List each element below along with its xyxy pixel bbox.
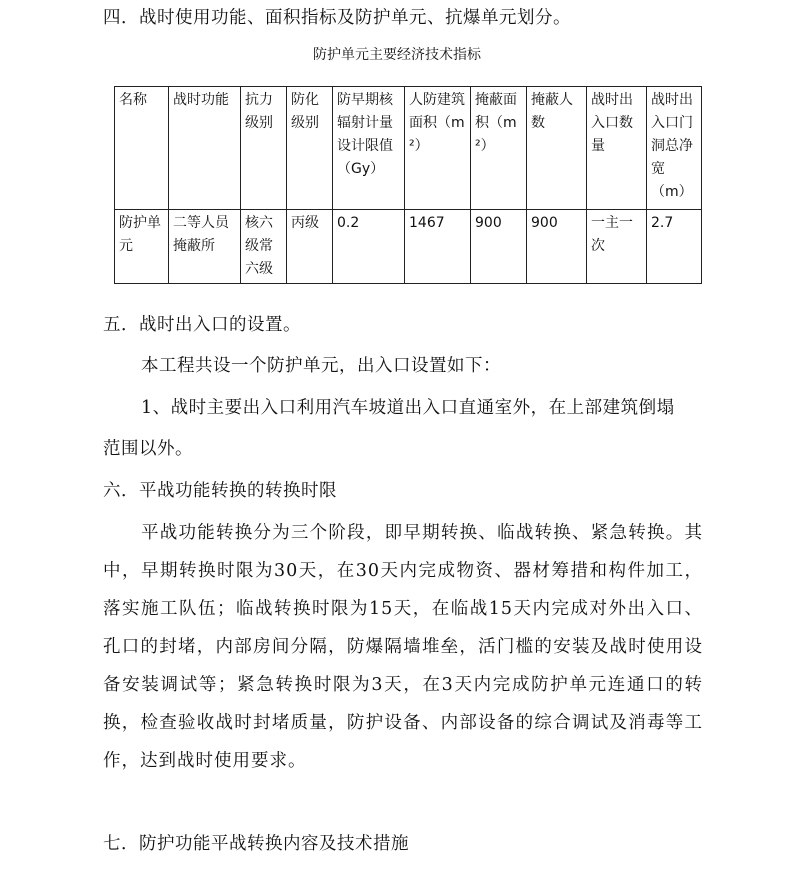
table-header-row [115,87,702,210]
table-cell: 核六级常六级 [241,210,287,284]
table-cell: 1467 [405,210,471,284]
table-header-cell: 防早期核辐射计量设计限值（Gy） [333,87,405,210]
table-row [115,210,702,284]
table-header-cell: 战时出入口数量 [587,87,647,210]
table-cell: 一主一次 [587,210,647,284]
table-cell: 丙级 [287,210,333,284]
table-cell: 900 [471,210,527,284]
section-7-heading: 七．防护功能平战转换内容及技术措施 [103,834,409,854]
table-header-cell: 人防建筑面积（m²） [405,87,471,210]
section-5-paragraph: 本工程共设一个防护单元，出入口设置如下： [141,356,501,376]
table-cell: 0.2 [333,210,405,284]
section-5-heading: 五．战时出入口的设置。 [103,315,301,335]
section-6-heading: 六．平战功能转换的转换时限 [103,481,337,501]
table-header-cell: 战时出入口门洞总净宽（m） [647,87,702,210]
table-header-cell: 抗力级别 [241,87,287,210]
table-cell: 900 [527,210,587,284]
table-cell: 防护单元 [115,210,169,284]
protection-unit-table [114,86,702,284]
table-cell: 2.7 [647,210,702,284]
table-caption: 防护单元主要经济技术指标 [313,47,481,63]
table-header-cell: 防化级别 [287,87,333,210]
table-header-cell: 掩蔽面积（m²） [471,87,527,210]
section-4-heading: 四．战时使用功能、面积指标及防护单元、抗爆单元划分。 [103,8,571,28]
table-header-cell: 名称 [115,87,169,210]
section-6-paragraph: 平战功能转换分为三个阶段，即早期转换、临战转换、紧急转换。其中，早期转换时限为30天，在30天内完成物资、器材筹措和构件加工，落实施工队伍；临战转换时限为15天，在临战15天内完成对外出入口、孔口的封堵，内部房间分隔，防爆隔墙堆垒，活门槛的安装及战时使用设备安装调试等；紧急转换时限为3天，在3天内完成防护单元连通口的转换，检查验收战时封堵质量，防护设备、内部设备的综合调试及消毒等工作，达到战时使用要求。 [103,523,703,771]
table-cell: 二等人员掩蔽所 [169,210,241,284]
table-header-cell: 掩蔽人数 [527,87,587,210]
section-5-item-1-continued: 范围以外。 [103,439,193,459]
table-header-cell: 战时功能 [169,87,241,210]
section-5-item-1: 1、战时主要出入口利用汽车坡道出入口直通室外，在上部建筑倒塌 [141,398,675,418]
